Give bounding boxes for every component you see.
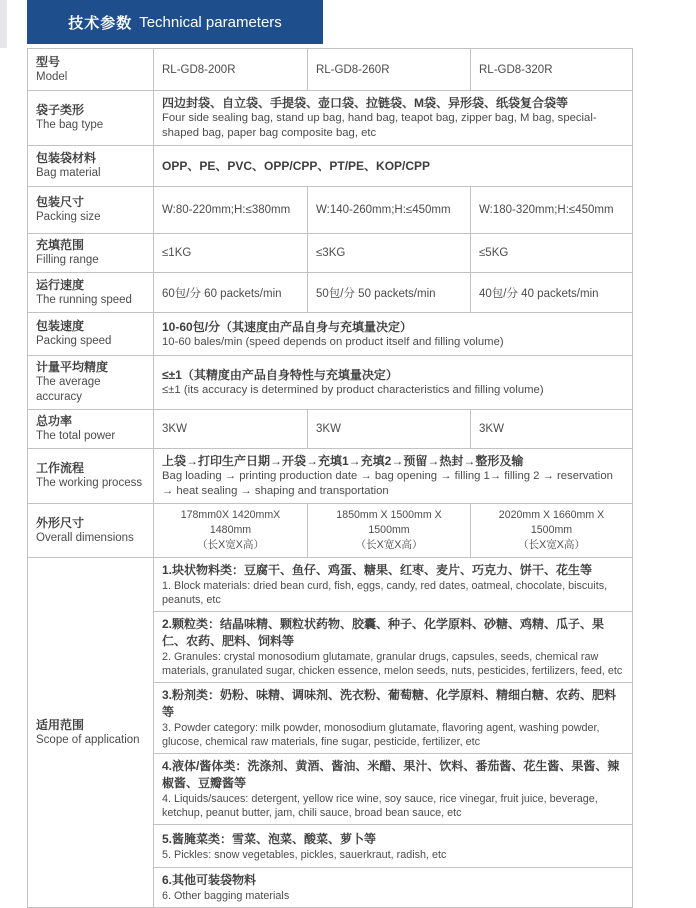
process-label-en: The working process xyxy=(36,477,143,489)
process-value xyxy=(154,449,633,504)
packing-speed-label xyxy=(28,313,154,356)
bag-material-label-en: Bag material xyxy=(36,167,101,179)
scope-item-1-zh: 1.块状物料类：豆腐干、鱼仔、鸡蛋、糖果、红枣、麦片、巧克力、饼干、花生等 xyxy=(162,563,593,577)
scope-item-2 xyxy=(154,612,633,683)
power-value-2: 3KW xyxy=(308,410,471,449)
dimensions-value-1-note: （长X宽X高） xyxy=(196,539,265,551)
packing-speed-value-en: 10-60 bales/min (speed depends on product itself and filling volume) xyxy=(162,335,504,348)
dimensions-value-2-size: 1850mm X 1500mm X 1500mm xyxy=(336,509,442,536)
power-label-en: The total power xyxy=(36,430,116,442)
running-speed-value-1: 60包/分 60 packets/min xyxy=(154,273,308,313)
scope-item-5-en: 5. Pickles: snow vegetables, pickles, sauerkraut, radish, etc xyxy=(162,848,447,861)
row-packing-size xyxy=(28,187,633,234)
row-running-speed xyxy=(28,273,633,313)
dimensions-label-zh: 外形尺寸 xyxy=(36,515,85,530)
packing-speed-label-zh: 包装速度 xyxy=(36,319,85,333)
filling-range-value-2: ≤3KG xyxy=(308,234,471,273)
running-speed-label-en: The running speed xyxy=(36,293,132,306)
dimensions-label-en: Overall dimensions xyxy=(36,531,134,544)
running-speed-label xyxy=(28,273,154,313)
bag-material-value xyxy=(154,146,633,187)
bag-type-label-zh: 袋子类形 xyxy=(36,103,85,117)
row-accuracy xyxy=(28,356,633,410)
accuracy-label-en: The average accuracy xyxy=(36,376,101,403)
accuracy-value-en: ≤±1 (its accuracy is determined by product characteristics and filling volume) xyxy=(162,384,544,396)
packing-speed-label-en: Packing speed xyxy=(36,335,112,347)
bag-material-value-text: OPP、PE、PVC、OPP/CPP、PT/PE、KOP/CPP xyxy=(162,159,431,173)
bag-type-label xyxy=(28,91,154,146)
row-dimensions xyxy=(28,504,633,558)
scope-item-5-zh: 5.酱腌菜类：雪菜、泡菜、酸菜、萝卜等 xyxy=(162,831,377,846)
process-label-zh: 工作流程 xyxy=(36,461,85,475)
scope-item-4 xyxy=(154,754,633,825)
row-bag-material xyxy=(28,146,633,187)
dimensions-value-3 xyxy=(471,504,633,558)
packing-size-label xyxy=(28,187,154,234)
dimensions-value-3-note: （长X宽X高） xyxy=(517,539,586,551)
scope-item-6-zh: 6.其他可装袋物料 xyxy=(162,873,257,887)
filling-range-label-en: Filling range xyxy=(36,254,99,266)
dimensions-value-2 xyxy=(308,504,471,558)
scope-item-6 xyxy=(154,868,633,908)
scope-item-2-en: 2. Granules: crystal monosodium glutamate, granular drugs, capsules, seeds, chemical raw materials, granulated sugar, chicken essence, melon seeds, nuts, pesticides, fertilizers, feed, etc xyxy=(162,651,623,677)
accuracy-label-zh: 计量平均精度 xyxy=(36,360,109,374)
power-label-zh: 总功率 xyxy=(36,414,73,428)
row-power xyxy=(28,410,633,449)
dimensions-value-1-size: 178mm0X 1420mmX 1480mm xyxy=(180,509,281,536)
filling-range-label-zh: 充填范围 xyxy=(36,238,85,252)
power-value-3: 3KW xyxy=(471,410,633,449)
packing-speed-value-zh: 10-60包/分（其速度由产品自身与充填量决定） xyxy=(162,319,413,334)
packing-speed-value xyxy=(154,313,633,356)
scope-item-3-en: 3. Powder category: milk powder, monosodium glutamate, flavoring agent, washing powder, glucose, chemical raw materials, fine sugar, pesticide, fertilizer, etc xyxy=(162,722,600,748)
packing-size-value-3: W:180-320mm;H:≤450mm xyxy=(471,187,633,234)
packing-size-value-2: W:140-260mm;H:≤450mm xyxy=(308,187,471,234)
scope-item-3-zh: 3.粉剂类：奶粉、味精、调味剂、洗衣粉、葡萄糖、化学原料、精细白糖、农药、肥料等 xyxy=(162,688,617,719)
scope-label-en: Scope of application xyxy=(36,733,140,746)
row-bag-type xyxy=(28,91,633,146)
running-speed-label-zh: 运行速度 xyxy=(36,277,85,292)
process-value-en: Bag loading → printing production date → bag opening → filling 1→ filling 2 → reservation → heat sealing → shaping and transportation xyxy=(162,470,613,497)
model-value-1: RL-GD8-200R xyxy=(154,49,308,91)
filling-range-label xyxy=(28,234,154,273)
scope-item-5 xyxy=(154,825,633,868)
scope-label-zh: 适用范围 xyxy=(36,717,85,732)
model-value-2: RL-GD8-260R xyxy=(308,49,471,91)
model-label-en: Model xyxy=(36,70,68,83)
process-value-zh: 上袋→打印生产日期→开袋→充填1→充填2→预留→热封→整形及输 xyxy=(162,454,524,468)
scope-item-2-zh: 2.颗粒类：结晶味精、颗粒状药物、胶囊、种子、化学原料、砂糖、鸡精、瓜子、果仁、农药、肥料、饲料等 xyxy=(162,617,605,648)
dimensions-value-2-note: （长X宽X高） xyxy=(355,539,423,551)
bag-type-label-en: The bag type xyxy=(36,119,104,131)
packing-size-label-zh: 包装尺寸 xyxy=(36,195,85,209)
model-label xyxy=(28,49,154,91)
row-scope-1 xyxy=(28,558,633,612)
running-speed-value-2: 50包/分 50 packets/min xyxy=(308,273,471,313)
bag-type-value-en: Four side sealing bag, stand up bag, hand bag, teapot bag, zipper bag, M bag, special-shaped bag, paper bag composite bag, etc xyxy=(162,112,597,139)
packing-size-label-en: Packing size xyxy=(36,211,101,223)
bag-material-label-zh: 包装袋材料 xyxy=(36,151,97,165)
banner-title-zh: 技术参数 xyxy=(68,14,133,32)
model-value-3: RL-GD8-320R xyxy=(471,49,633,91)
scope-item-1-en: 1. Block materials: dried bean curd, fish, eggs, candy, red dates, oatmeal, chocolate, biscuits, peanuts, etc xyxy=(162,580,608,606)
bag-type-value xyxy=(154,91,633,146)
accuracy-value xyxy=(154,356,633,410)
filling-range-value-3: ≤5KG xyxy=(471,234,633,273)
page-edge-strip xyxy=(0,0,7,48)
scope-item-3 xyxy=(154,683,633,754)
title-banner xyxy=(27,0,323,44)
scope-item-4-zh: 4.液体/酱体类：洗涤剂、黄酒、酱油、米醋、果汁、饮料、番茄酱、花生酱、果酱、辣椒酱、豆瓣酱等 xyxy=(162,759,620,790)
process-label xyxy=(28,449,154,504)
dimensions-value-1 xyxy=(154,504,308,558)
power-value-1: 3KW xyxy=(154,410,308,449)
dimensions-value-3-size: 2020mm X 1660mm X 1500mm xyxy=(498,509,605,536)
bag-type-value-zh: 四边封袋、自立袋、手提袋、壶口袋、拉链袋、M袋、异形袋、纸袋复合袋等 xyxy=(162,96,568,110)
power-label xyxy=(28,410,154,449)
packing-size-value-1: W:80-220mm;H:≤380mm xyxy=(154,187,308,234)
row-model xyxy=(28,49,633,91)
accuracy-value-zh: ≤±1（其精度由产品自身特性与充填量决定） xyxy=(162,368,398,382)
bag-material-label xyxy=(28,146,154,187)
row-packing-speed xyxy=(28,313,633,356)
dimensions-label xyxy=(28,504,154,558)
technical-parameters-table xyxy=(27,48,633,908)
running-speed-value-3: 40包/分 40 packets/min xyxy=(471,273,633,313)
banner-title-en: Technical parameters xyxy=(139,13,282,31)
accuracy-label xyxy=(28,356,154,410)
scope-item-6-en: 6. Other bagging materials xyxy=(162,890,290,902)
row-filling-range xyxy=(28,234,633,273)
filling-range-value-1: ≤1KG xyxy=(154,234,308,273)
scope-item-1 xyxy=(154,558,633,612)
scope-item-4-en: 4. Liquids/sauces: detergent, yellow rice wine, soy sauce, rice vinegar, fruit juice, beverage, ketchup, peanut butter, jam, chili sauce, broad bean sauce, etc xyxy=(162,793,598,819)
row-process xyxy=(28,449,633,504)
model-label-zh: 型号 xyxy=(36,54,61,69)
scope-label xyxy=(28,558,154,908)
